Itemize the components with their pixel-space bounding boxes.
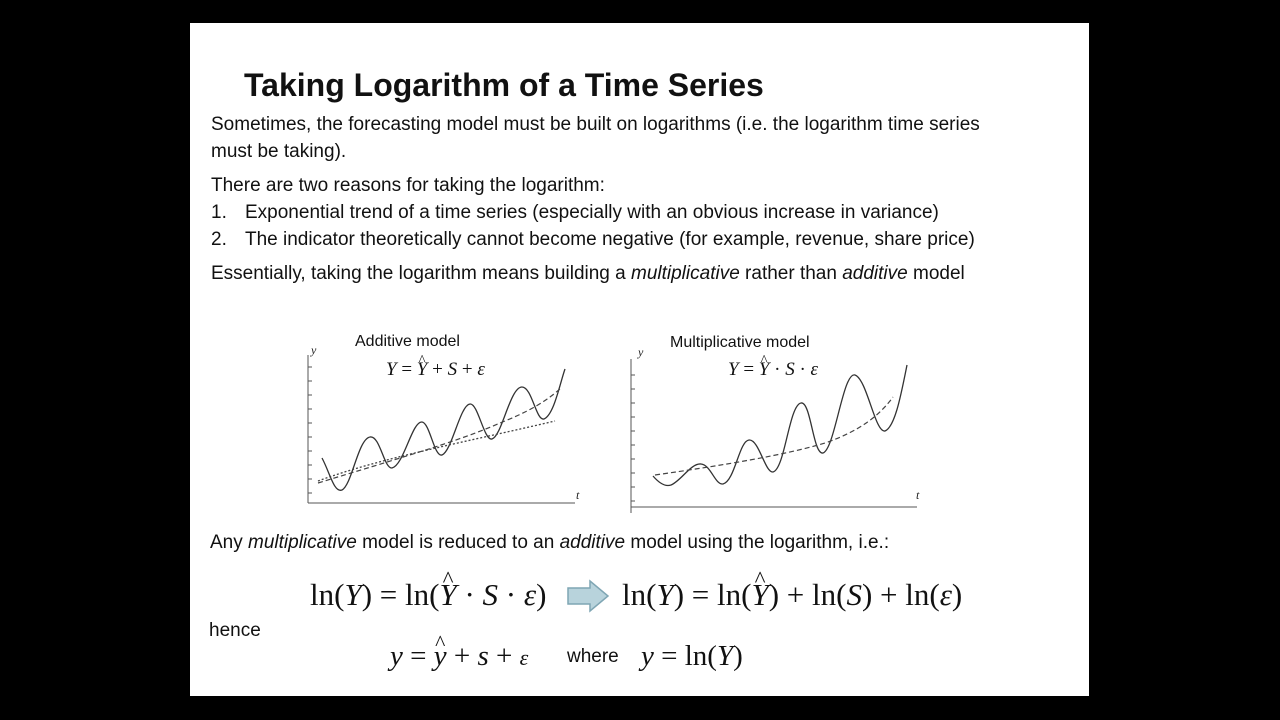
slide-title: Taking Logarithm of a Time Series xyxy=(244,67,764,103)
log-additive-equation: ln(Y) = ln(^ Y) + ln(S) + ln(ε) xyxy=(622,577,962,613)
multiplicative-y-axis-label: y xyxy=(638,345,644,359)
hence-label: hence xyxy=(209,620,261,641)
multiplicative-model-chart xyxy=(625,345,925,517)
text-part: rather than xyxy=(739,263,843,284)
text-part: Essentially, taking the logarithm means building a xyxy=(211,263,631,284)
emphasis: multiplicative xyxy=(631,263,740,284)
multiplicative-series-line xyxy=(653,365,907,486)
y-equals-ln-y-equation: y = ln(Y) xyxy=(641,640,743,672)
additive-series-line xyxy=(322,369,565,490)
any-multiplicative-line xyxy=(210,529,889,556)
lowercase-additive-equation: y = ^ y + s + ε xyxy=(390,640,528,673)
additive-formula: Y = ^ Y + S + ε xyxy=(386,359,485,381)
intro-line-1: Sometimes, the forecasting model must be built on logarithms (i.e. the logarithm time series xyxy=(211,114,980,135)
emphasis: additive xyxy=(559,532,626,553)
reason-item-2 xyxy=(211,226,975,253)
reason-item-1 xyxy=(211,199,939,226)
log-multiplicative-equation: ln(Y) = ln(^ Y · S · ε) xyxy=(310,577,546,613)
text-part: model xyxy=(907,263,965,284)
additive-x-axis-label: t xyxy=(576,488,580,502)
emphasis: additive xyxy=(842,263,908,284)
additive-model-label: Additive model xyxy=(355,333,460,350)
essentially-line xyxy=(211,260,965,287)
reason-number: 2. xyxy=(211,229,227,250)
emphasis: multiplicative xyxy=(248,532,357,553)
additive-model-chart xyxy=(300,343,590,513)
where-label: where xyxy=(567,646,619,667)
reason-text: The indicator theoretically cannot become negative (for example, revenue, share price) xyxy=(245,229,975,250)
multiplicative-formula: Y = ^ Y · S · ε xyxy=(728,359,818,381)
text-part: model is reduced to an xyxy=(356,532,560,553)
reason-text: Exponential trend of a time series (especially with an obvious increase in variance) xyxy=(245,202,939,223)
right-arrow-icon xyxy=(566,579,610,613)
text-part: Any xyxy=(210,532,249,553)
additive-y-axis-label: y xyxy=(311,343,317,357)
reason-number: 1. xyxy=(211,202,227,223)
additive-curved-trend xyxy=(318,387,562,483)
multiplicative-x-axis-label: t xyxy=(916,488,920,502)
reasons-intro: There are two reasons for taking the logarithm: xyxy=(211,175,605,196)
intro-line-2: must be taking). xyxy=(211,141,347,162)
multiplicative-trend xyxy=(655,397,893,475)
text-part: model using the logarithm, i.e.: xyxy=(625,532,890,553)
multiplicative-model-label: Multiplicative model xyxy=(670,334,810,351)
slide xyxy=(190,23,1089,696)
